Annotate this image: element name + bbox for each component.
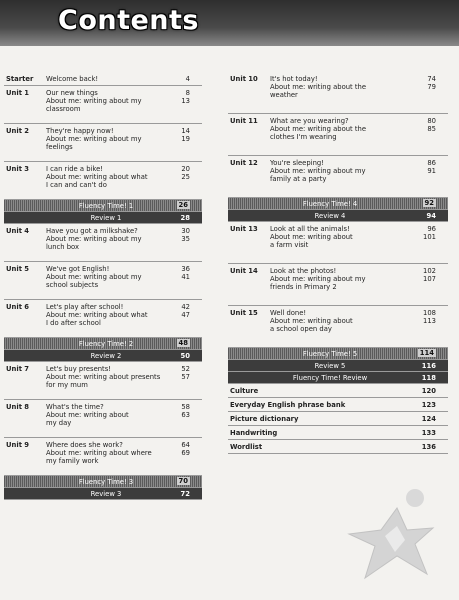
unit-pages	[166, 227, 190, 243]
unit-title-line: About me: writing about what	[46, 173, 148, 182]
unit-title-line: clothes I'm wearing	[270, 133, 337, 142]
unit-titles	[270, 159, 400, 184]
unit-row	[4, 224, 202, 262]
page-number: 133	[421, 429, 436, 437]
unit-label: Unit 14	[230, 267, 258, 275]
section-label: Handwriting	[230, 429, 278, 437]
unit-pages	[412, 75, 436, 91]
page-number: 102	[423, 267, 436, 275]
unit-titles	[270, 225, 400, 250]
page-number: 91	[427, 167, 436, 176]
page-number: 30	[181, 227, 190, 235]
unit-title-line: We've got English!	[46, 265, 110, 273]
unit-titles	[46, 89, 166, 114]
section-row	[228, 384, 448, 398]
unit-row	[4, 400, 202, 438]
section-row	[228, 412, 448, 426]
unit-pages	[412, 117, 436, 133]
unit-pages	[412, 309, 436, 325]
unit-title-line: feelings	[46, 143, 73, 152]
unit-row	[4, 162, 202, 200]
unit-titles	[46, 265, 166, 290]
unit-title-line: I do after school	[46, 319, 101, 328]
review-band	[4, 212, 202, 224]
page-number: 136	[421, 443, 436, 451]
unit-titles	[46, 365, 166, 390]
unit-title-line: About me: writing about	[270, 233, 353, 242]
unit-row	[4, 72, 202, 86]
unit-pages	[166, 165, 190, 181]
unit-row	[228, 222, 448, 264]
page-number: 25	[181, 173, 190, 182]
unit-title-line: family at a party	[270, 175, 327, 184]
page-number: 120	[421, 387, 436, 395]
fluency-label: Fluency Time! 3	[78, 478, 134, 486]
unit-title-line: school subjects	[46, 281, 99, 290]
page-number: 42	[181, 303, 190, 311]
page-number: 108	[423, 309, 436, 317]
unit-title-line: Look at the photos!	[270, 267, 337, 275]
unit-label: Unit 13	[230, 225, 258, 233]
unit-titles	[270, 267, 400, 292]
publisher-logo-icon	[335, 478, 445, 588]
unit-titles	[270, 117, 400, 142]
unit-pages	[412, 159, 436, 175]
review-band	[4, 488, 202, 500]
fluency-label: Fluency Time! 2	[78, 340, 134, 348]
page-number: 28	[180, 214, 190, 222]
unit-title-line: About me: writing about	[270, 317, 353, 326]
unit-row	[4, 262, 202, 300]
unit-title-line: lunch box	[46, 243, 79, 252]
contents-column-left	[4, 72, 202, 500]
unit-label: Unit 12	[230, 159, 258, 167]
unit-title-line: About me: writing about my	[46, 97, 142, 106]
unit-title-line: I can and can't do	[46, 181, 107, 190]
section-label: Wordlist	[230, 443, 263, 451]
unit-row	[228, 72, 448, 114]
review-band	[228, 360, 448, 372]
unit-titles	[46, 403, 166, 428]
unit-label: Unit 5	[6, 265, 30, 273]
unit-title-line: It's hot today!	[270, 75, 318, 83]
unit-pages	[166, 441, 190, 457]
unit-titles	[46, 303, 166, 328]
unit-title-line: About me: writing about the	[270, 125, 367, 134]
unit-row	[228, 156, 448, 198]
unit-title-line: You're sleeping!	[270, 159, 324, 167]
page-number: 48	[178, 339, 188, 347]
unit-label: Unit 4	[6, 227, 30, 235]
unit-pages	[166, 75, 190, 83]
page-number: 50	[180, 352, 190, 360]
unit-pages	[166, 303, 190, 319]
page-number: 52	[181, 365, 190, 373]
review-label: Review 1	[90, 214, 122, 222]
page-number: 92	[424, 199, 434, 207]
page-number: 57	[181, 373, 190, 382]
page-number: 113	[423, 317, 436, 326]
page-number: 47	[181, 311, 190, 320]
unit-title-line: Our new things	[46, 89, 98, 97]
page-number: 64	[181, 441, 190, 449]
review-label: Review 4	[314, 212, 346, 220]
page-number: 107	[423, 275, 436, 284]
page-number: 14	[181, 127, 190, 135]
unit-pages	[412, 267, 436, 283]
unit-pages	[412, 225, 436, 241]
unit-title-line: I can ride a bike!	[46, 165, 104, 173]
contents-column-right	[228, 72, 448, 454]
page-number: 72	[180, 490, 190, 498]
review-band	[228, 210, 448, 222]
page-number: 69	[181, 449, 190, 458]
unit-titles	[46, 165, 166, 190]
unit-title-line: for my mum	[46, 381, 88, 390]
review-band	[228, 372, 448, 384]
page-number: 94	[426, 212, 436, 220]
page-number: 41	[181, 273, 190, 282]
page-number: 85	[427, 125, 436, 134]
unit-titles	[270, 75, 400, 100]
page-number: 19	[181, 135, 190, 144]
unit-label: Unit 11	[230, 117, 258, 125]
page-number: 36	[181, 265, 190, 273]
page-number: 80	[427, 117, 436, 125]
section-label: Culture	[230, 387, 259, 395]
unit-row	[4, 362, 202, 400]
unit-label: Unit 1	[6, 89, 30, 97]
page-number: 58	[181, 403, 190, 411]
page-number: 123	[421, 401, 436, 409]
page-title: Contents	[58, 5, 200, 36]
unit-titles	[270, 309, 400, 334]
page-number: 26	[178, 201, 188, 209]
fluency-band	[228, 198, 448, 210]
unit-title-line: About me: writing about my	[270, 167, 366, 176]
unit-title-line: Have you got a milkshake?	[46, 227, 138, 235]
unit-label: Unit 10	[230, 75, 258, 83]
unit-title-line: About me: writing about my	[46, 135, 142, 144]
unit-title-line: Look at all the animals!	[270, 225, 350, 233]
page-number: 35	[181, 235, 190, 244]
fluency-band	[4, 476, 202, 488]
unit-label: Unit 2	[6, 127, 30, 135]
fluency-label: Fluency Time! 4	[302, 200, 358, 208]
unit-titles	[46, 127, 166, 152]
unit-pages	[166, 265, 190, 281]
page-number: 8	[185, 89, 190, 97]
review-label: Review 3	[90, 490, 122, 498]
unit-row	[228, 264, 448, 306]
page-number: 20	[181, 165, 190, 173]
unit-title-line: Let's play after school!	[46, 303, 124, 311]
page-number: 114	[419, 349, 434, 357]
unit-title-line: friends in Primary 2	[270, 283, 337, 292]
page-number: 79	[427, 83, 436, 92]
unit-title-line: About me: writing about	[46, 411, 129, 420]
page-number: 96	[427, 225, 436, 233]
unit-title-line: About me: writing about presents	[46, 373, 161, 382]
unit-title-line: Welcome back!	[46, 75, 99, 83]
unit-title-line: my family work	[46, 457, 99, 466]
unit-row	[4, 124, 202, 162]
header-band	[0, 0, 459, 46]
unit-row	[4, 300, 202, 338]
unit-title-line: About me: writing about my	[46, 273, 142, 282]
fluency-band	[228, 348, 448, 360]
unit-label: Unit 3	[6, 165, 30, 173]
fluency-band	[4, 338, 202, 350]
fluency-band	[4, 200, 202, 212]
unit-pages	[166, 89, 190, 105]
unit-label: Unit 9	[6, 441, 30, 449]
unit-label: Unit 8	[6, 403, 30, 411]
unit-title-line: my day	[46, 419, 72, 428]
page-number: 70	[178, 477, 188, 485]
section-label: Picture dictionary	[230, 415, 299, 423]
page-number: 13	[181, 97, 190, 106]
page-number: 116	[421, 362, 436, 370]
unit-titles	[46, 441, 166, 466]
page-number: 74	[427, 75, 436, 83]
unit-label: Unit 6	[6, 303, 30, 311]
unit-titles	[46, 75, 166, 83]
unit-pages	[166, 365, 190, 381]
unit-title-line: weather	[270, 91, 298, 100]
fluency-label: Fluency Time! 5	[302, 350, 358, 358]
review-label: Review 5	[314, 362, 346, 370]
unit-title-line: What's the time?	[46, 403, 104, 411]
page-number: 63	[181, 411, 190, 420]
page-number: 4	[185, 75, 190, 83]
review-band	[4, 350, 202, 362]
unit-label: Unit 15	[230, 309, 258, 317]
unit-title-line: About me: writing about what	[46, 311, 148, 320]
page-number: 101	[423, 233, 436, 242]
fluency-label: Fluency Time! 1	[78, 202, 134, 210]
page-number: 124	[421, 415, 436, 423]
section-row	[228, 440, 448, 454]
unit-titles	[46, 227, 166, 252]
unit-pages	[166, 127, 190, 143]
review-label: Review 2	[90, 352, 122, 360]
unit-title-line: About me: writing about the	[270, 83, 367, 92]
review-label: Fluency Time! Review	[292, 374, 368, 382]
unit-row	[4, 86, 202, 124]
unit-title-line: They're happy now!	[46, 127, 114, 135]
unit-row	[228, 306, 448, 348]
unit-title-line: About me: writing about where	[46, 449, 152, 458]
section-label: Everyday English phrase bank	[230, 401, 346, 409]
section-row	[228, 398, 448, 412]
unit-row	[4, 438, 202, 476]
unit-title-line: a school open day	[270, 325, 332, 334]
page-number: 86	[427, 159, 436, 167]
unit-row	[228, 114, 448, 156]
unit-title-line: Well done!	[270, 309, 307, 317]
unit-title-line: Where does she work?	[46, 441, 123, 449]
section-row	[228, 426, 448, 440]
unit-label: Unit 7	[6, 365, 30, 373]
unit-title-line: classroom	[46, 105, 81, 114]
unit-title-line: About me: writing about my	[270, 275, 366, 284]
unit-title-line: About me: writing about my	[46, 235, 142, 244]
unit-label: Starter	[6, 75, 34, 83]
page-number: 118	[421, 374, 436, 382]
unit-title-line: a farm visit	[270, 241, 309, 250]
unit-title-line: Let's buy presents!	[46, 365, 111, 373]
unit-pages	[166, 403, 190, 419]
unit-title-line: What are you wearing?	[270, 117, 349, 125]
